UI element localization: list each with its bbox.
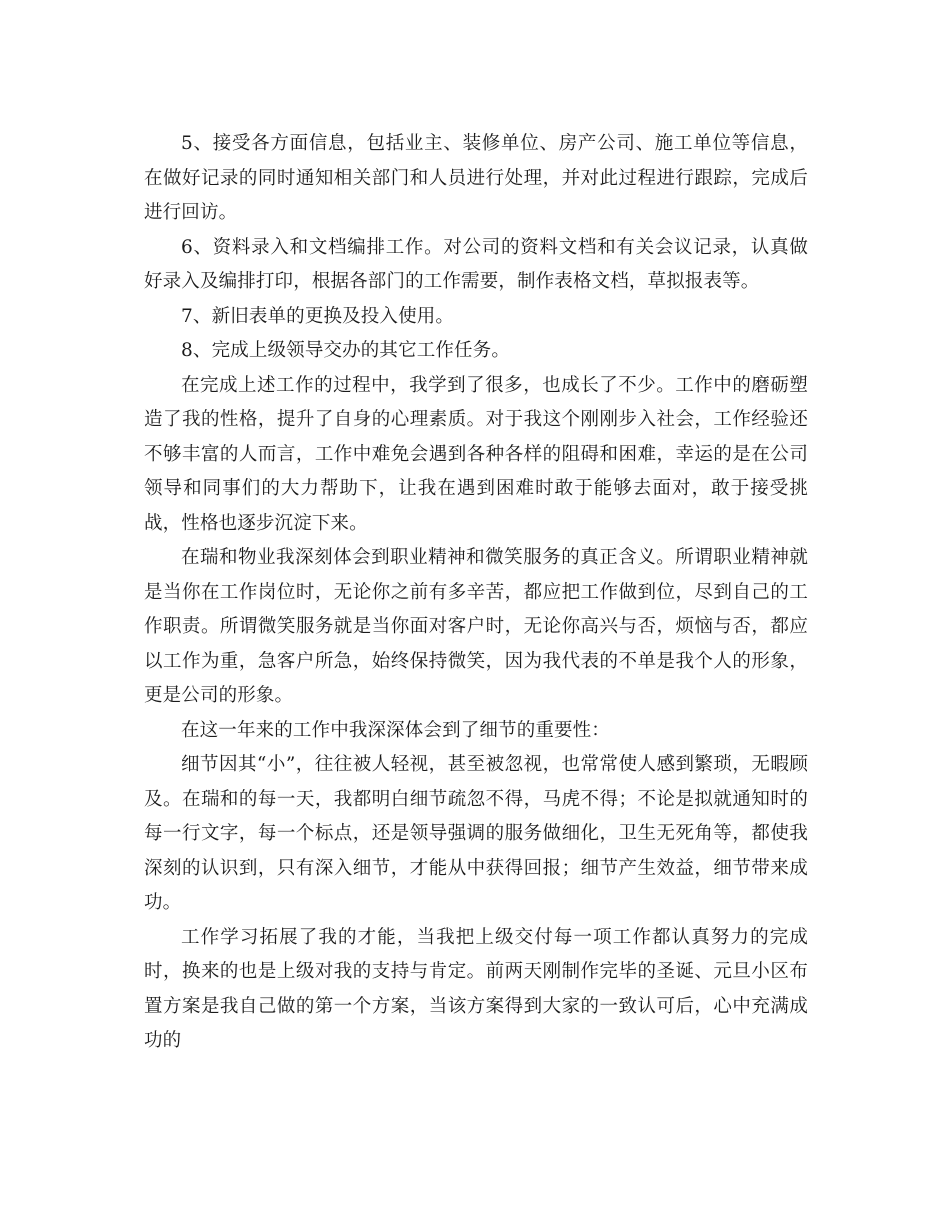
paragraph-item-5: 5、接受各方面信息，包括业主、装修单位、房产公司、施工单位等信息，在做好记录的同时通知相关部门和人员进行处理，并对此过程进行跟踪，完成后进行回访。 bbox=[144, 133, 808, 223]
paragraph-growth: 在完成上述工作的过程中，我学到了很多，也成长了不少。工作中的磨砺塑造了我的性格，提升了自身的心理素质。对于我这个刚刚步入社会，工作经验还不够丰富的人而言，工作中难免会遇到各种各样的阻碍和困难，幸运的是在公司领导和同事们的大力帮助下，让我在遇到困难时敢于能够去面对，敢于接受挑战，性格也逐步沉淀下来。 bbox=[144, 374, 808, 534]
paragraph-item-7: 7、新旧表单的更换及投入使用。 bbox=[181, 305, 455, 327]
paragraph-item-6: 6、资料录入和文档编排工作。对公司的资料文档和有关会议记录，认真做好录入及编排打印，根据各部门的工作需要，制作表格文档，草拟报表等。 bbox=[144, 236, 808, 292]
paragraph-item-8: 8、完成上级领导交办的其它工作任务。 bbox=[181, 340, 510, 361]
document-body bbox=[144, 127, 808, 1059]
paragraph-details: 细节因其“小”，往往被人轻视，甚至被忽视，也常常使人感到繁琐，无暇顾及。在瑞和的每一天，我都明白细节疏忽不得，马虎不得；不论是拟就通知时的每一行文字，每一个标点，还是领导强调的服务做细化，卫生无死角等，都使我深刻的认识到，只有深入细节，才能从中获得回报；细节产生效益，细节带来成功。 bbox=[144, 754, 808, 913]
paragraph-professionalism: 在瑞和物业我深刻体会到职业精神和微笑服务的真正含义。所谓职业精神就是当你在工作岗位时，无论你之前有多辛苦，都应把工作做到位，尽到自己的工作职责。所谓微笑服务就是当你面对客户时，无论你高兴与否，烦恼与否，都应以工作为重，急客户所急，始终保持微笑，因为我代表的不单是我个人的形象，更是公司的形象。 bbox=[144, 547, 808, 706]
paragraph-skills: 工作学习拓展了我的才能，当我把上级交付每一项工作都认真努力的完成时，换来的也是上级对我的支持与肯定。前两天刚制作完毕的圣诞、元旦小区布置方案是我自己做的第一个方案，当该方案得到大家的一致认可后，心中充满成功的 bbox=[144, 926, 808, 1051]
paragraph-details-intro: 在这一年来的工作中我深深体会到了细节的重要性： bbox=[181, 719, 610, 741]
